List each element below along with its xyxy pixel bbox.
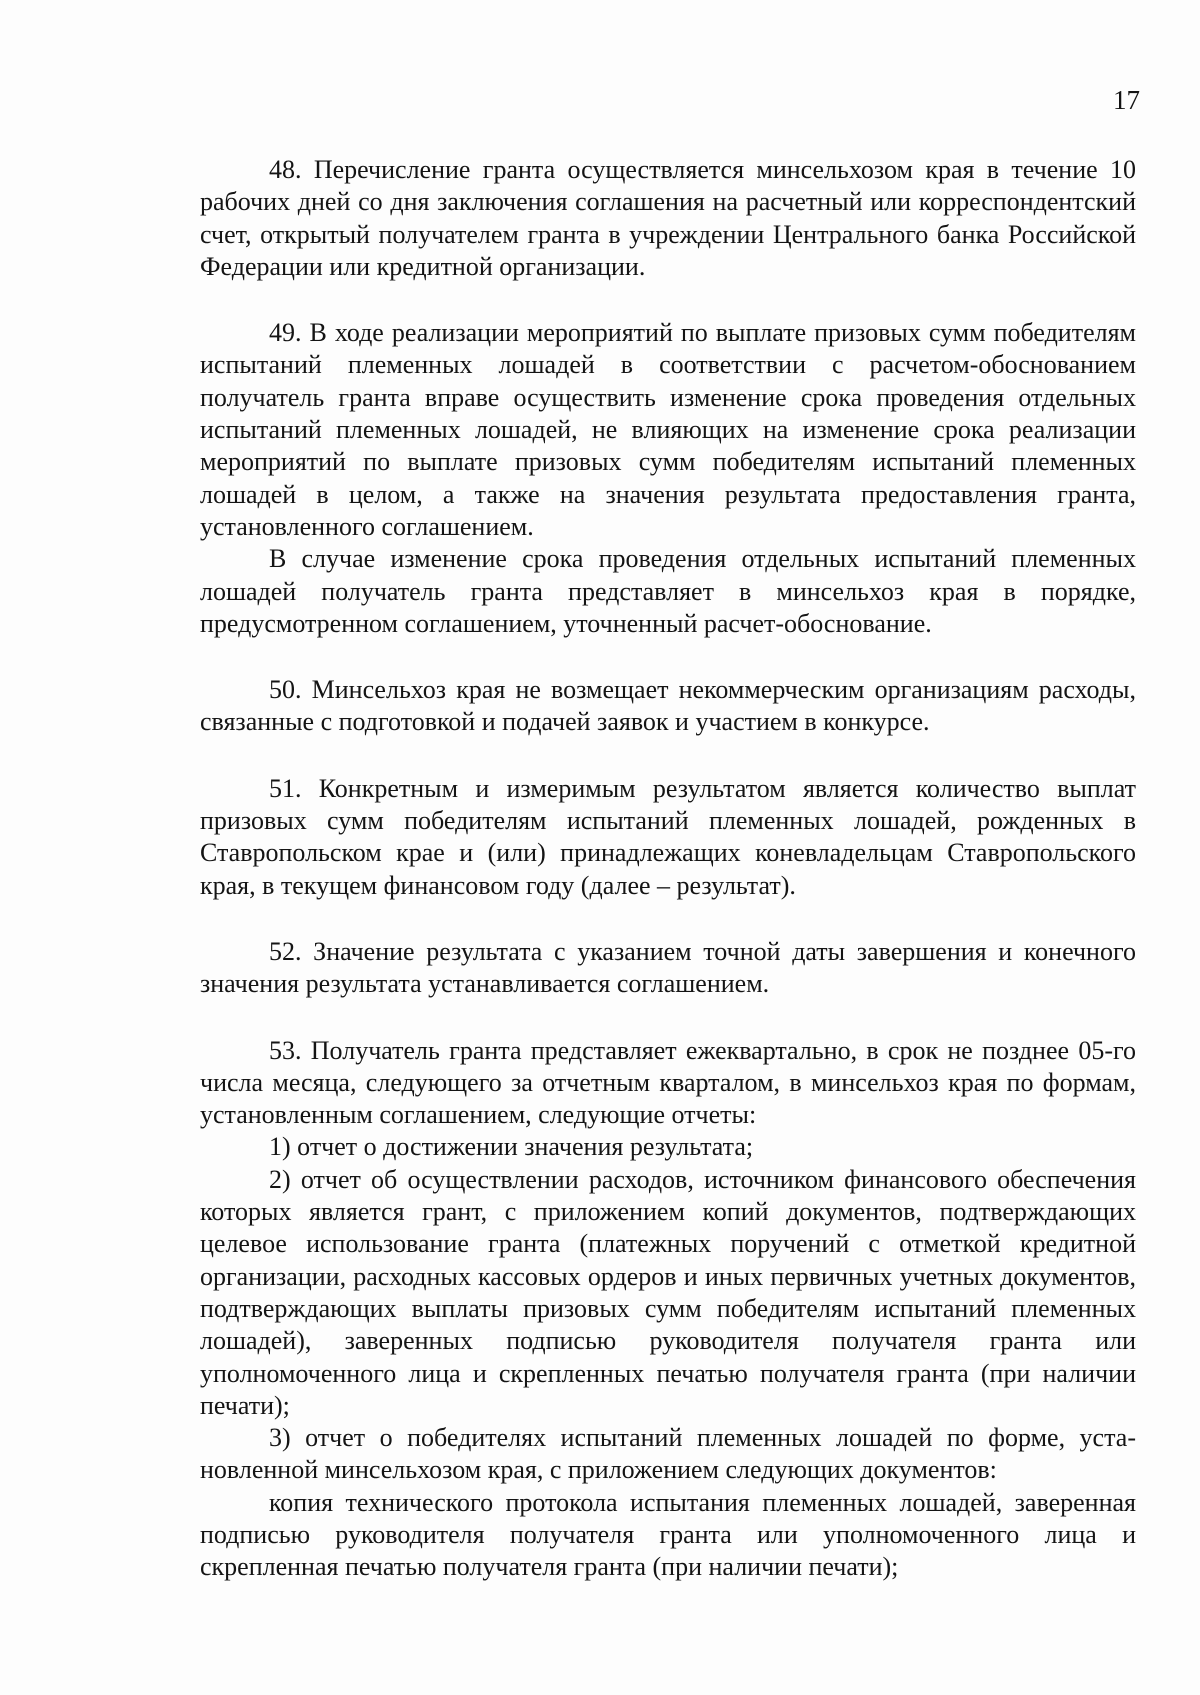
- paragraph-gap: [200, 283, 1136, 317]
- paragraph-gap: [200, 1001, 1136, 1035]
- list-item-3-attachment: копия технического протокола испытания племенных лошадей, заверенная подписью руководителя получателя гранта или уполномоченного лица и скрепленная печатью получателя гранта (при наличии печати);: [200, 1487, 1136, 1582]
- list-item-2: 2) отчет об осуществлении расходов, источником финансового обеспечения которых является грант, с приложением копий документов, подтверждающих целевое использование гранта (платежных поручений с отметкой кредитной организации, расходных кассовых ордеров и иных первичных учетных документов, подтверждающих выплаты призовых сумм победителям испытаний племенных лошадей), заверенных подписью руководителя получателя гранта или уполномоченного лица и скрепленных печатью получателя гранта (при наличии печати);: [200, 1164, 1136, 1420]
- paragraph-gap: [200, 902, 1136, 936]
- document-body: [200, 154, 1136, 1584]
- paragraph-52: 52. Значение результата с указанием точной даты завершения и конечного значения результата устанавливается соглашением.: [200, 936, 1136, 999]
- paragraph-49: 49. В ходе реализации мероприятий по выплате призовых сумм победителям испытаний племенных лошадей в соответствии с расчетом-обоснованием получатель гранта вправе осуществить изменение срока проведения отдельных испытаний племенных лошадей, не влияющих на изменение срока реализации мероприятий по выплате призовых сумм победителям испытаний племенных лошадей в целом, а также на значения результата предоставления гранта, установленного соглашением.: [200, 318, 1136, 541]
- paragraph-51: 51. Конкретным и измеримым результатом является количество выплат призовых сумм победителям испытаний племенных лошадей, рожденных в Ставропольском крае и (или) принадлежащих коневладельцам Ставропольского края, в текущем финансовом году (далее – результат).: [200, 773, 1136, 900]
- paragraph-53: 53. Получатель гранта представляет ежеквартально, в срок не позднее 05-го числа месяца, следующего за отчетным кварталом, в минсельхоз края по формам, установленным соглашением, следующие отчеты:: [200, 1035, 1136, 1130]
- list-item-3: 3) отчет о победителях испытаний племенных лошадей по форме, установленной минсельхозом края, с приложением следующих документов:: [200, 1423, 1136, 1485]
- paragraph-49-continuation: В случае изменение срока проведения отдельных испытаний племенных лошадей получатель гранта представляет в минсельхоз края в порядке, предусмотренном соглашением, уточненный расчет-обоснование.: [200, 544, 1136, 638]
- paragraph-gap: [200, 739, 1136, 773]
- paragraph-48: 48. Перечисление гранта осуществляется минсельхозом края в течение 10 рабочих дней со дня заключения соглашения на расчетный или корреспондентский счет, открытый получателем гранта в учреждении Центрального банка Российской Федерации или кредитной организации.: [200, 155, 1136, 281]
- page-number: 17: [1113, 85, 1140, 115]
- paragraph-50: 50. Минсельхоз края не возмещает некоммерческим организациям расходы, связанные с подготовкой и подачей заявок и участием в конкурсе.: [200, 675, 1136, 737]
- list-item-1: 1) отчет о достижении значения результата;: [269, 1132, 754, 1162]
- paragraph-gap: [200, 640, 1136, 674]
